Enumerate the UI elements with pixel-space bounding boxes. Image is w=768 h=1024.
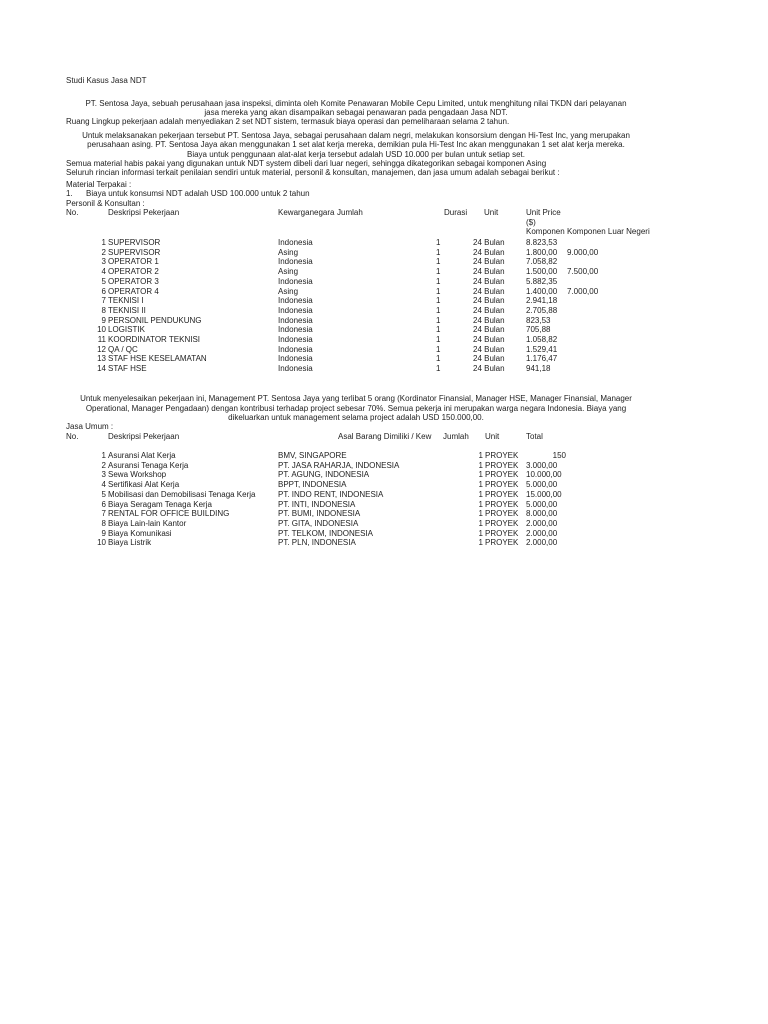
row-unit: 24 Bulan <box>473 257 505 267</box>
row-jumlah: 1 <box>436 238 441 247</box>
row-unit-price: 1.800,00 <box>526 247 558 257</box>
jasa-col-asal-header: Asal Barang Dimiliki / Kew <box>338 432 432 441</box>
row-description: Biaya Komunikasi <box>108 528 172 538</box>
row-total: 8.000,00 <box>526 509 558 519</box>
jasa-col-desc-header: Deskripsi Pekerjaan <box>108 432 180 441</box>
row-asal-barang: PT. INTI, INDONESIA <box>278 499 356 509</box>
row-unit: PROYEK <box>485 460 519 470</box>
row-number: 7 <box>101 296 106 306</box>
row-number: 6 <box>101 499 106 509</box>
row-number: 10 <box>97 538 106 548</box>
col-no-header: No. <box>66 208 79 217</box>
col-durasi-header: Durasi <box>444 208 468 217</box>
row-jumlah: 1 <box>436 286 441 296</box>
col-unit-header: Unit <box>484 208 499 217</box>
row-komponen-ln: 9.000,00 <box>567 247 599 257</box>
para2-line-1: Untuk melaksanakan pekerjaan tersebut PT. Sentosa Jaya, sebagai perusahaan dalam negri, melakukan konsorsium dengan Hi-Test Inc, yang merupakan <box>82 131 630 140</box>
row-asal-barang: PT. GITA, INDONESIA <box>278 518 359 528</box>
row-unit: PROYEK <box>485 528 519 538</box>
row-total: 3.000,00 <box>526 460 558 470</box>
table-row <box>0 335 768 345</box>
row-unit-price: 1.500,00 <box>526 267 558 277</box>
row-unit: PROYEK <box>485 489 519 499</box>
material-item-number: 1. <box>66 189 73 198</box>
row-total: 2.000,00 <box>526 538 558 548</box>
row-unit: PROYEK <box>485 509 519 519</box>
row-total: 2.000,00 <box>526 518 558 528</box>
row-unit-price: 1.400,00 <box>526 286 558 296</box>
table-row <box>0 345 768 355</box>
row-total: 10.000,00 <box>526 470 562 480</box>
row-jumlah: 1 <box>436 257 441 267</box>
row-number: 6 <box>101 286 106 296</box>
row-unit: 24 Bulan <box>473 276 505 286</box>
row-description: Sewa Workshop <box>108 470 167 480</box>
row-unit-price: 705,88 <box>526 325 551 335</box>
row-kewarganegaraan: Indonesia <box>278 315 313 325</box>
row-unit: 24 Bulan <box>473 238 505 247</box>
row-jumlah: 1 <box>478 528 483 538</box>
row-asal-barang: PT. TELKOM, INDONESIA <box>278 528 373 538</box>
para3-line-3: dikeluarkan untuk management selama project adalah USD 150.000,00. <box>228 413 484 422</box>
row-number: 13 <box>97 354 106 364</box>
row-unit-price: 1.058,82 <box>526 335 558 344</box>
personil-heading: Personil & Konsultan : <box>66 199 145 208</box>
col-currency-header: ($) <box>526 218 536 227</box>
row-jumlah: 1 <box>436 354 441 364</box>
row-unit-price: 1.529,41 <box>526 344 558 354</box>
row-jumlah: 1 <box>436 335 441 344</box>
row-jumlah: 1 <box>436 364 441 374</box>
table-row <box>0 257 768 267</box>
row-description: OPERATOR 4 <box>108 286 159 296</box>
para2-line-4: Semua material habis pakai yang digunakan untuk NDT system dibeli dari luar negeri, sehingga dikategorikan sebagai komponen Asing <box>66 159 547 168</box>
table-row <box>0 451 768 461</box>
para2-line-3: Biaya untuk penggunaan alat-alat kerja tersebut adalah USD 10.000 per bulan untuk setiap set. <box>186 150 525 159</box>
col-kewarganegaraan-header: Kewarganegara <box>278 208 335 217</box>
row-asal-barang: PT. AGUNG, INDONESIA <box>278 470 370 480</box>
para3-line-2: Operational, Manager Pengadaan) dengan kontribusi terhadap project sebesar 70%. Semua pekerja ini merupakan warga negara Indonesia. Biaya yang <box>85 404 627 413</box>
row-jumlah: 1 <box>478 499 483 509</box>
row-description: TEKNISI I <box>108 296 144 306</box>
table-row <box>0 500 768 510</box>
row-jumlah: 1 <box>478 518 483 528</box>
row-jumlah: 1 <box>436 344 441 354</box>
row-description: RENTAL FOR OFFICE BUILDING <box>108 509 230 519</box>
row-number: 9 <box>101 528 106 538</box>
row-asal-barang: BPPT, INDONESIA <box>278 480 347 490</box>
intro-line-3: Ruang Lingkup pekerjaan adalah menyediakan 2 set NDT sistem, termasuk biaya operasi dan pemeliharaan selama 2 tahun. <box>66 117 510 126</box>
row-kewarganegaraan: Asing <box>278 286 299 296</box>
row-unit-price: 5.882,35 <box>526 276 558 286</box>
material-item-text: Biaya untuk konsumsi NDT adalah USD 100.000 untuk 2 tahun <box>86 189 310 198</box>
row-number: 14 <box>97 364 106 374</box>
row-unit: 24 Bulan <box>473 364 505 374</box>
row-number: 12 <box>97 344 106 354</box>
row-unit: 24 Bulan <box>473 247 505 257</box>
row-jumlah: 1 <box>478 460 483 470</box>
table-row <box>0 238 768 248</box>
row-jumlah: 1 <box>436 305 441 315</box>
row-total: 2.000,00 <box>526 528 558 538</box>
jasa-col-jumlah-header: Jumlah <box>443 432 469 441</box>
table-row <box>0 325 768 335</box>
table-row <box>0 364 768 374</box>
row-unit: PROYEK <box>485 499 519 509</box>
row-description: Biaya Seragam Tenaga Kerja <box>108 499 212 509</box>
row-number: 9 <box>101 315 106 325</box>
table-row <box>0 519 768 529</box>
row-description: Biaya Lain-lain Kantor <box>108 518 187 528</box>
row-unit: PROYEK <box>485 538 519 548</box>
row-jumlah: 1 <box>478 451 483 460</box>
row-number: 5 <box>101 489 106 499</box>
row-jumlah: 1 <box>436 276 441 286</box>
row-number: 2 <box>101 460 106 470</box>
row-number: 7 <box>101 509 106 519</box>
para2-line-2: perusahaan asing. PT. Sentosa Jaya akan menggunakan 1 set alat kerja mereka, demikian pula Hi-Test Inc akan menggunakan 1 set alat kerja mereka. <box>87 140 625 149</box>
table-row <box>0 529 768 539</box>
row-kewarganegaraan: Indonesia <box>278 364 313 374</box>
jasa-col-total-header: Total <box>526 432 543 441</box>
row-description: OPERATOR 3 <box>108 276 159 286</box>
row-kewarganegaraan: Indonesia <box>278 305 313 315</box>
row-unit: 24 Bulan <box>473 335 505 344</box>
row-description: Mobilisasi dan Demobilisasi Tenaga Kerja <box>108 489 256 499</box>
col-komponen-header: Komponen <box>526 227 565 236</box>
row-description: QA / QC <box>108 344 138 354</box>
table-row <box>0 470 768 480</box>
row-number: 3 <box>101 470 106 480</box>
row-kewarganegaraan: Indonesia <box>278 344 313 354</box>
table-row <box>0 480 768 490</box>
row-description: OPERATOR 1 <box>108 257 159 267</box>
row-unit: 24 Bulan <box>473 325 505 335</box>
jasa-col-unit-header: Unit <box>485 432 500 441</box>
table-row <box>0 490 768 500</box>
table-row <box>0 461 768 471</box>
row-kewarganegaraan: Indonesia <box>278 296 313 306</box>
row-unit-price: 2.941,18 <box>526 296 558 306</box>
row-unit: 24 Bulan <box>473 305 505 315</box>
para2-line-5: Seluruh rincian informasi terkait penilaian sendiri untuk material, personil & konsultan, manajemen, dan jasa umum adalah sebagai berikut : <box>66 168 560 177</box>
row-number: 2 <box>101 247 106 257</box>
row-number: 11 <box>97 335 106 344</box>
row-description: STAF HSE <box>108 364 147 374</box>
row-unit-price: 2.705,88 <box>526 305 558 315</box>
para3-line-1: Untuk menyelesaikan pekerjaan ini, Management PT. Sentosa Jaya yang terlibat 5 orang (Kordinator Finansial, Manager HSE, Manager Finansial, Manager <box>80 394 632 403</box>
row-unit: PROYEK <box>485 470 519 480</box>
row-total: 5.000,00 <box>526 480 558 490</box>
row-asal-barang: PT. PLN, INDONESIA <box>278 538 356 548</box>
row-unit: PROYEK <box>485 480 519 490</box>
jasa-col-no-header: No. <box>66 432 79 441</box>
row-number: 4 <box>101 267 106 277</box>
row-number: 5 <box>101 276 106 286</box>
row-unit: 24 Bulan <box>473 296 505 306</box>
row-total: 5.000,00 <box>526 499 558 509</box>
row-description: SUPERVISOR <box>108 247 161 257</box>
row-description: Sertifikasi Alat Kerja <box>108 480 180 490</box>
row-unit: 24 Bulan <box>473 267 505 277</box>
row-unit: 24 Bulan <box>473 344 505 354</box>
jasa-heading: Jasa Umum : <box>66 422 114 431</box>
row-number: 1 <box>101 451 106 460</box>
table-row <box>0 316 768 326</box>
row-unit: PROYEK <box>485 451 519 460</box>
col-komponen-ln-header: Komponen Luar Negeri <box>567 227 650 236</box>
col-unit-price-header: Unit Price <box>526 208 561 217</box>
row-asal-barang: PT. BUMI, INDONESIA <box>278 509 361 519</box>
table-row <box>0 277 768 287</box>
row-kewarganegaraan: Indonesia <box>278 354 313 364</box>
row-jumlah: 1 <box>478 470 483 480</box>
row-number: 3 <box>101 257 106 267</box>
row-kewarganegaraan: Indonesia <box>278 257 313 267</box>
row-number: 1 <box>101 238 106 247</box>
row-unit: 24 Bulan <box>473 286 505 296</box>
row-asal-barang: PT. INDO RENT, INDONESIA <box>278 489 384 499</box>
row-unit-price: 1.176,47 <box>526 354 558 364</box>
table-row <box>0 538 768 548</box>
row-kewarganegaraan: Asing <box>278 267 299 277</box>
row-unit-price: 7.058,82 <box>526 257 558 267</box>
table-row <box>0 267 768 277</box>
row-description: Biaya Listrik <box>108 538 152 548</box>
intro-line-2: jasa mereka yang akan disampaikan sebagai penawaran pada pengadaan Jasa NDT. <box>204 108 508 117</box>
row-unit: PROYEK <box>485 518 519 528</box>
row-number: 8 <box>101 518 106 528</box>
row-total-right: 150 <box>552 451 566 460</box>
row-description: PERSONIL PENDUKUNG <box>108 315 202 325</box>
row-jumlah: 1 <box>436 267 441 277</box>
table-row <box>0 296 768 306</box>
row-kewarganegaraan: Asing <box>278 247 299 257</box>
intro-line-1: PT. Sentosa Jaya, sebuah perusahaan jasa inspeksi, diminta oleh Komite Penawaran Mobile Cepu Limited, untuk menghitung nilai TKDN dari pelayanan <box>85 99 627 108</box>
row-number: 10 <box>97 325 106 335</box>
row-kewarganegaraan: Indonesia <box>278 238 313 247</box>
row-description: OPERATOR 2 <box>108 267 159 277</box>
row-description: LOGISTIK <box>108 325 145 335</box>
row-description: KOORDINATOR TEKNISI <box>108 335 201 344</box>
row-description: SUPERVISOR <box>108 238 161 247</box>
table-row <box>0 306 768 316</box>
table-row <box>0 248 768 258</box>
table-row <box>0 287 768 297</box>
row-kewarganegaraan: Indonesia <box>278 325 313 335</box>
row-total: 15.000,00 <box>526 489 562 499</box>
row-kewarganegaraan: Indonesia <box>278 335 313 344</box>
row-jumlah: 1 <box>478 480 483 490</box>
table-row <box>0 509 768 519</box>
row-description: Asuransi Tenaga Kerja <box>108 460 189 470</box>
row-number: 8 <box>101 305 106 315</box>
row-unit: 24 Bulan <box>473 354 505 364</box>
row-unit-price: 823,53 <box>526 315 551 325</box>
col-desc-header: Deskripsi Pekerjaan <box>108 208 180 217</box>
row-asal-barang: BMV, SINGAPORE <box>278 451 347 460</box>
row-jumlah: 1 <box>436 247 441 257</box>
row-jumlah: 1 <box>436 325 441 335</box>
row-komponen-ln: 7.500,00 <box>567 267 599 277</box>
row-number: 4 <box>101 480 106 490</box>
row-komponen-ln: 7.000,00 <box>567 286 599 296</box>
row-unit-price: 8.823,53 <box>526 238 558 247</box>
row-unit-price: 941,18 <box>526 364 551 374</box>
row-jumlah: 1 <box>436 296 441 306</box>
row-jumlah: 1 <box>478 489 483 499</box>
row-kewarganegaraan: Indonesia <box>278 276 313 286</box>
row-description: STAF HSE KESELAMATAN <box>108 354 207 364</box>
col-jumlah-header: Jumlah <box>337 208 363 217</box>
row-description: TEKNISI II <box>108 305 146 315</box>
material-heading: Material Terpakai : <box>66 180 132 189</box>
table-row <box>0 354 768 364</box>
row-description: Asuransi Alat Kerja <box>108 451 176 460</box>
document-title: Studi Kasus Jasa NDT <box>66 76 147 85</box>
row-asal-barang: PT. JASA RAHARJA, INDONESIA <box>278 460 400 470</box>
row-jumlah: 1 <box>478 509 483 519</box>
row-jumlah: 1 <box>436 315 441 325</box>
row-jumlah: 1 <box>478 538 483 548</box>
row-unit: 24 Bulan <box>473 315 505 325</box>
